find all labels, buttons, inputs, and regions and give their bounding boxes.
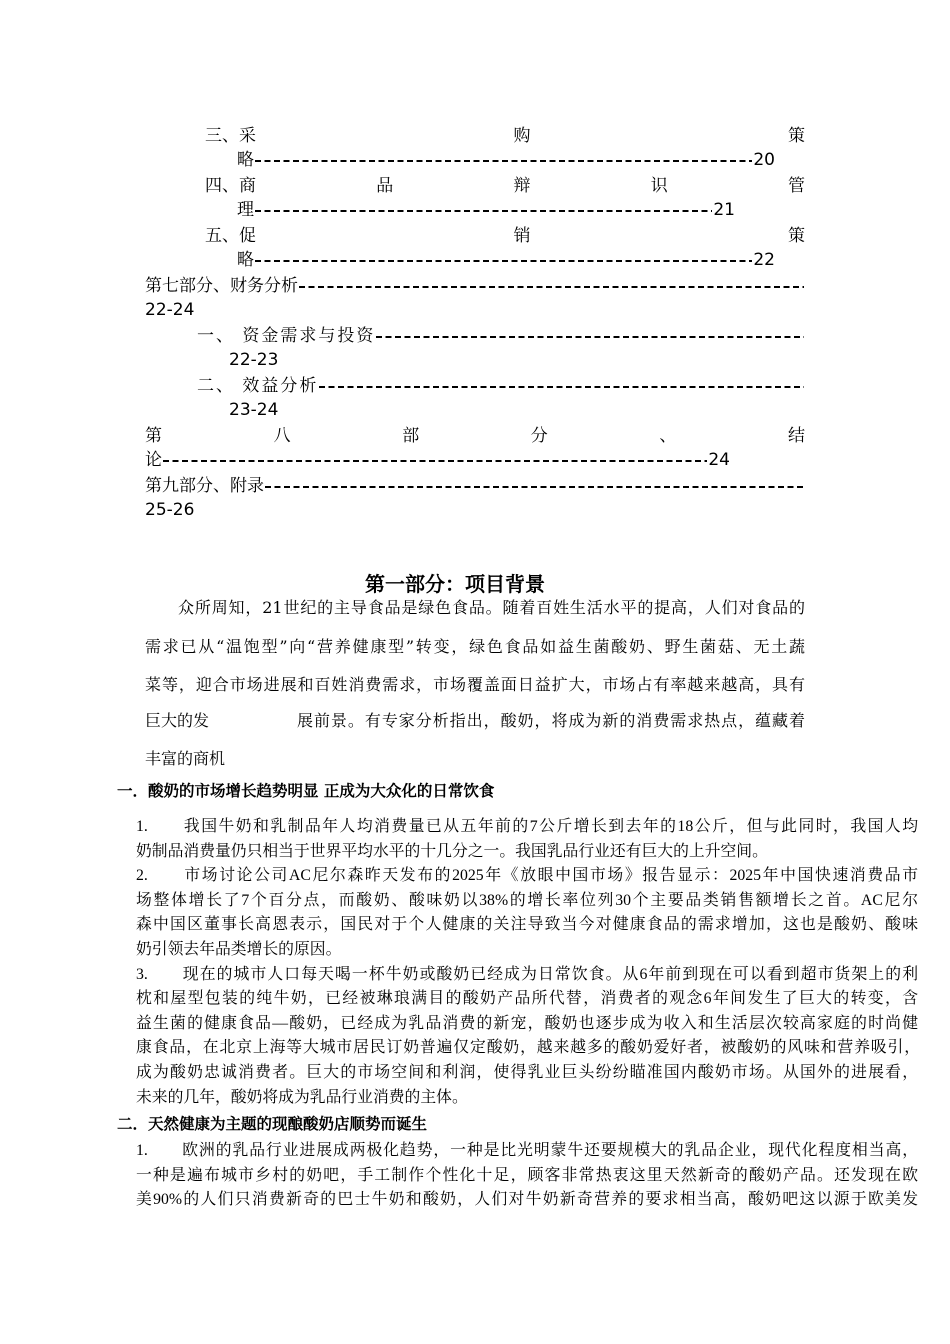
toc-page: 23-24 bbox=[229, 400, 279, 420]
list-line: 奶制品消费量仍只相当于世界平均水平的十几分之一。我国乳品行业还有巨大的上升空间。 bbox=[136, 842, 768, 860]
toc-page: 22-24 bbox=[145, 300, 195, 320]
toc-entry-appendix bbox=[145, 478, 805, 495]
toc-leader bbox=[319, 386, 804, 388]
toc-entry-finance bbox=[145, 278, 805, 295]
toc-page: 25-26 bbox=[145, 500, 195, 520]
toc-leader bbox=[265, 486, 804, 488]
toc-text: 八 bbox=[273, 426, 291, 446]
toc-text: 策 bbox=[788, 226, 805, 246]
subsection-heading: 二．天然健康为主题的现酿酸奶店顺势而诞生 bbox=[117, 1115, 428, 1133]
toc-entry-conclusion bbox=[145, 428, 805, 445]
intro-line: 巨大的发 bbox=[145, 711, 210, 730]
list-line: 一种是遍布城市乡村的奶吧，手工制作个性化十足，顾客非常热衷这里天然新奇的酸奶产品。还发现在欧 bbox=[136, 1166, 918, 1184]
toc-text: 策 bbox=[788, 126, 805, 146]
toc-entry-benefit bbox=[197, 378, 805, 395]
section-title: 第一部分：项目背景 bbox=[365, 572, 545, 596]
toc-leader bbox=[255, 160, 752, 162]
toc-text: 第 bbox=[145, 426, 162, 446]
intro-line: 需求已从“温饱型”向“营养健康型”转变，绿色食品如益生菌酸奶、野生菌菇、无土蔬 bbox=[145, 637, 805, 656]
toc-entry-purchase-strategy bbox=[205, 128, 805, 145]
list-line: 未来的几年，酸奶将成为乳品行业消费的主体。 bbox=[136, 1088, 468, 1106]
toc-leader bbox=[255, 210, 712, 212]
intro-line: 丰富的商机 bbox=[145, 749, 226, 768]
toc-text: 购 bbox=[513, 126, 531, 146]
list-line: 奶引领去年品类增长的原因。 bbox=[136, 941, 342, 958]
toc-leader bbox=[255, 260, 752, 262]
toc-text: 辩 bbox=[513, 176, 531, 196]
list-line: 2. 市场讨论公司AC尼尔森昨天发布的2025年《放眼中国市场》报告显示：2025年中国快速消费品市 bbox=[136, 867, 918, 885]
toc-text: 、 bbox=[659, 426, 677, 446]
toc-leader bbox=[376, 336, 804, 338]
list-line: 成为酸奶忠诚消费者。巨大的市场空间和利润，使得乳业巨头纷纷瞄准国内酸奶市场。从国外的进展看， bbox=[136, 1064, 918, 1081]
toc-label: 二、 效益分析 bbox=[197, 376, 319, 396]
list-line: 康食品，在北京上海等大城市居民订奶普遍仅定酸奶，越来越多的酸奶爱好者，被酸奶的风味和营养吸引， bbox=[136, 1039, 920, 1057]
toc-text: 五、促 bbox=[205, 226, 256, 246]
toc-text: 三、采 bbox=[205, 126, 256, 146]
toc-entry-merchandise bbox=[205, 178, 805, 195]
toc-page: 22 bbox=[753, 250, 775, 270]
toc-page: 24 bbox=[708, 450, 730, 470]
list-line: 1. 我国牛奶和乳制品年人均消费量已从五年前的7公斤增长到去年的18公斤，但与此同时，我国人均 bbox=[136, 818, 918, 835]
toc-entry-promotion bbox=[205, 228, 805, 245]
toc-text: 销 bbox=[513, 226, 531, 246]
toc-page: 20 bbox=[753, 150, 775, 170]
toc-text: 分 bbox=[530, 426, 548, 446]
toc-label: 略 bbox=[237, 150, 254, 170]
toc-label: 略 bbox=[237, 250, 254, 270]
intro-line: 菜等，迎合市场进展和百姓消费需求，市场覆盖面日益扩大，市场占有率越来越高，具有 bbox=[145, 675, 805, 694]
list-line: 森中国区董事长高恩表示，国民对于个人健康的关注导致当今对健康食品的需求增加，这也是酸奶、酸味 bbox=[136, 916, 918, 934]
toc-text: 品 bbox=[376, 176, 394, 196]
list-line: 场整体增长了7个百分点，而酸奶、酸味奶以38%的增长率位列30个主要品类销售额增长之首。AC尼尔 bbox=[136, 891, 918, 909]
toc-label: 理 bbox=[237, 200, 254, 220]
toc-text: 部 bbox=[402, 426, 420, 446]
toc-text: 结 bbox=[787, 426, 805, 446]
toc-entry-merchandise-cont bbox=[237, 202, 735, 219]
intro-line: 众所周知，21世纪的主导食品是绿色食品。随着百姓生活水平的提高，人们对食品的 bbox=[178, 598, 805, 617]
toc-label: 第七部分、财务分析 bbox=[145, 276, 298, 296]
toc-label: 一、 资金需求与投资 bbox=[197, 326, 376, 346]
toc-entry-funding bbox=[197, 328, 805, 345]
toc-text: 四、商 bbox=[205, 176, 256, 196]
toc-entry-conclusion-cont bbox=[145, 452, 730, 469]
toc-text: 识 bbox=[650, 176, 668, 196]
toc-entry-purchase-strategy-cont bbox=[237, 152, 775, 169]
subsection-heading: 一．酸奶的市场增长趋势明显 正成为大众化的日常饮食 bbox=[117, 782, 495, 800]
toc-text: 管 bbox=[788, 176, 805, 196]
list-line: 3. 现在的城市人口每天喝一杯牛奶或酸奶已经成为日常饮食。从6年前到现在可以看到超市货架上的利 bbox=[136, 965, 918, 983]
toc-page: 21 bbox=[713, 200, 735, 220]
toc-label: 第九部分、附录 bbox=[145, 476, 264, 496]
intro-line: 展前景。有专家分析指出，酸奶，将成为新的消费需求热点，蕴藏着 bbox=[297, 711, 805, 730]
list-line: 1. 欧洲的乳品行业进展成两极化趋势，一种是比光明蒙牛还要规模大的乳品企业，现代化程度相当高， bbox=[136, 1142, 918, 1159]
toc-leader bbox=[163, 460, 707, 462]
list-line: 美90%的人们只消费新奇的巴士牛奶和酸奶，人们对牛奶新奇营养的要求相当高，酸奶吧这以源于欧美发 bbox=[136, 1191, 918, 1209]
toc-entry-promotion-cont bbox=[237, 252, 775, 269]
toc-label: 论 bbox=[145, 450, 162, 470]
toc-page: 22-23 bbox=[229, 350, 279, 370]
list-line: 枕和屋型包装的纯牛奶，已经被琳琅满目的酸奶产品所代替，消费者的观念6年间发生了巨大的转变，含 bbox=[136, 990, 918, 1008]
toc-leader bbox=[299, 286, 804, 288]
list-line: 益生菌的健康食品—酸奶，已经成为乳品消费的新宠，酸奶也逐步成为收入和生活层次较高家庭的时尚健 bbox=[136, 1014, 918, 1032]
